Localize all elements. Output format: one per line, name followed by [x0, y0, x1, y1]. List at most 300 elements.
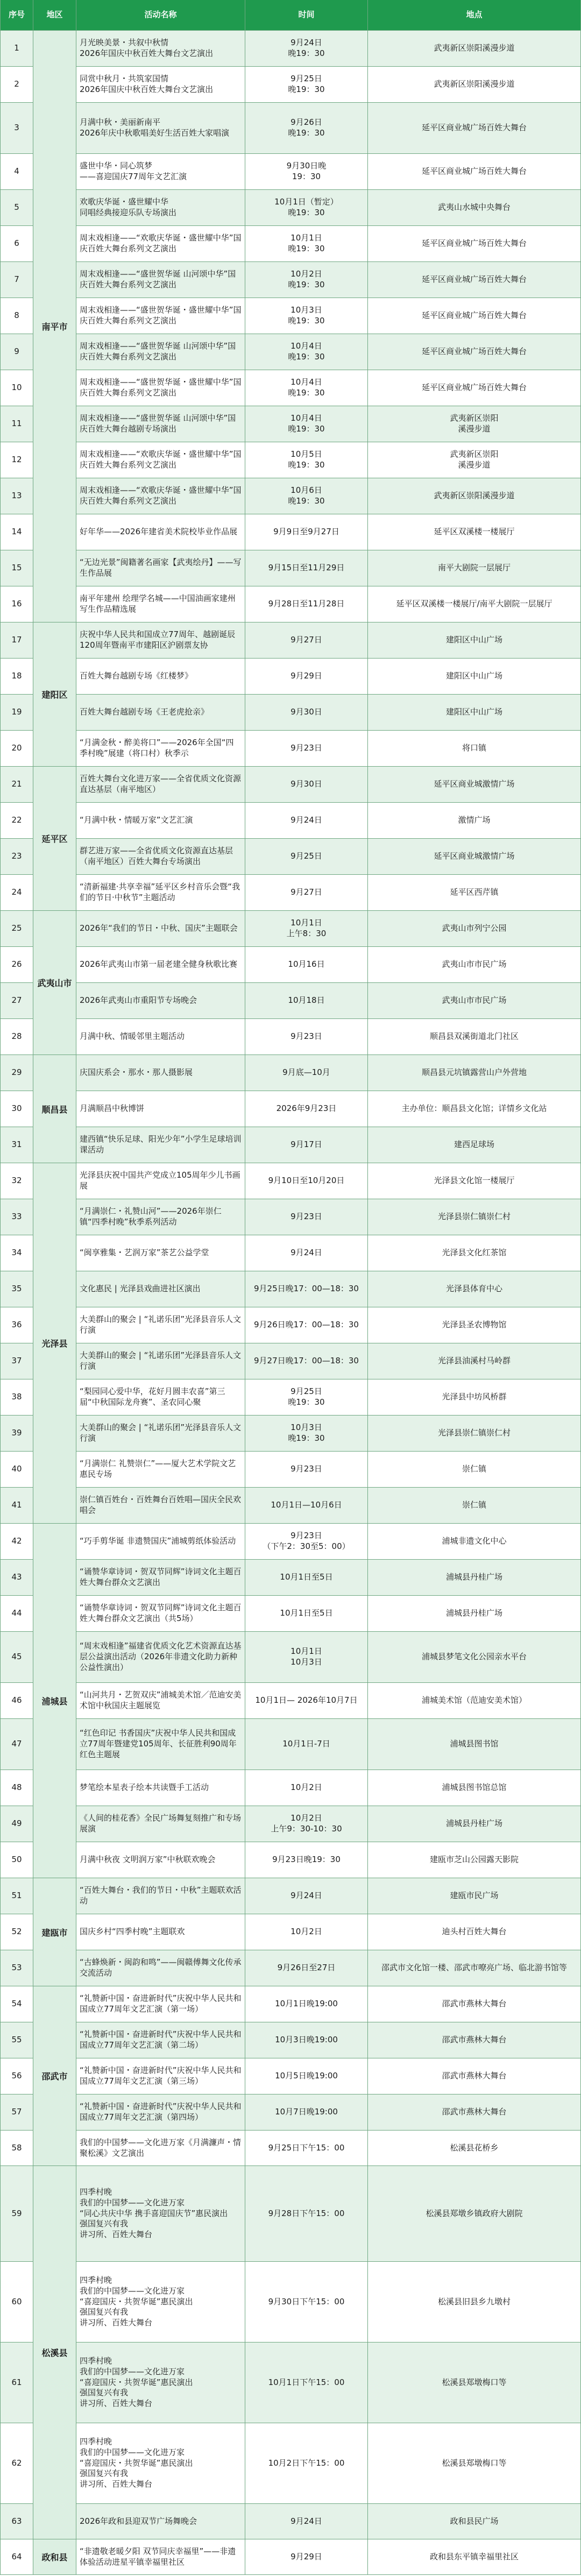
row-index: 40 — [0, 1452, 33, 1487]
row-location: 顺昌县元坑镇露营山户外营地 — [368, 1055, 581, 1091]
table-row — [0, 2343, 581, 2423]
row-location: 主办单位：顺昌县文化馆；详情乡文化站 — [368, 1091, 581, 1127]
row-location: 延平区商业城广场百姓大舞台 — [368, 262, 581, 298]
row-time: 2026年9月23日 — [245, 1091, 368, 1127]
row-location: 浦城非遗文化中心 — [368, 1524, 581, 1559]
table-row — [0, 1343, 581, 1379]
row-location: 崇仁镇 — [368, 1488, 581, 1523]
row-time: 10月3日晚19:00 — [245, 2022, 368, 2058]
row-activity-name: “梨园同心爱中华，花好月圆丰农喜”第三届“中秋国际龙舟赛”、圣农同心聚 — [76, 1379, 245, 1415]
row-time: 10月5日晚19:00 — [245, 2058, 368, 2094]
row-time: 10月3日 晚19：30 — [245, 1416, 368, 1451]
row-activity-name: 月满中秋、情暖邻里主题活动 — [76, 1019, 245, 1055]
row-activity-name: “山河共月・艺贺双庆”浦城美术馆／范迪安美术馆中秋国庆主题展览 — [76, 1683, 245, 1718]
row-activity-name: “礼赞新中国・奋进新时代”庆祝中华人民共和国成立77周年文艺汇演（第四场） — [76, 2094, 245, 2130]
row-index: 6 — [0, 226, 33, 261]
row-time: 10月1日晚19:00 — [245, 1986, 368, 2022]
district-cell: 松溪县 — [33, 2166, 76, 2539]
row-time: 10月1日至5日 — [245, 1596, 368, 1631]
row-activity-name: 月光映美景・共叙中秋情 2026年国庆中秋百姓大舞台文艺演出 — [76, 31, 245, 66]
row-time: 9月24日 — [245, 1878, 368, 1914]
row-time: 9月29日 — [245, 659, 368, 694]
district-cell: 光泽县 — [33, 1163, 76, 1524]
row-index: 54 — [0, 1986, 33, 2022]
row-index: 60 — [0, 2262, 33, 2342]
row-location: 崇仁镇 — [368, 1452, 581, 1487]
district-cell: 邵武市 — [33, 1986, 76, 2166]
table-row — [0, 1950, 581, 1986]
row-activity-name: 周末戏相逢——“欢歌庆华诞・盛世耀中华”国庆百姓大舞台系列文艺演出 — [76, 226, 245, 261]
row-index: 32 — [0, 1163, 33, 1199]
row-location: 延平区双溪楼一楼展厅/南平大剧院一层展厅 — [368, 586, 581, 622]
row-time: 9月25日 — [245, 839, 368, 874]
row-time: 10月4日 晚19：30 — [245, 406, 368, 442]
row-index: 49 — [0, 1806, 33, 1842]
district-cell: 顺昌县 — [33, 1055, 76, 1163]
row-activity-name: “月满中秋・情暖万家”文艺汇演 — [76, 803, 245, 838]
row-location: 延平区商业城广场百姓大舞台 — [368, 298, 581, 334]
row-time: 9月23日 — [245, 1019, 368, 1055]
row-location: 光泽县中坊风桥群 — [368, 1379, 581, 1415]
table-row — [0, 550, 581, 586]
row-location: 延平区商业城激情广场 — [368, 839, 581, 874]
row-index: 62 — [0, 2423, 33, 2503]
table-row — [0, 1914, 581, 1950]
row-index: 3 — [0, 103, 33, 153]
table-row — [0, 2423, 581, 2504]
district-cell: 南平市 — [33, 31, 76, 622]
row-activity-name: 大美群山的聚会 | “礼诺乐团”光泽县音乐人文行演 — [76, 1307, 245, 1343]
row-activity-name: 国庆乡村“四季村晚”主题联欢 — [76, 1914, 245, 1950]
row-time: 10月7日晚19:00 — [245, 2094, 368, 2130]
row-time: 10月2日 晚19：30 — [245, 262, 368, 298]
row-activity-name: 百姓大舞台越剧专场《红楼梦》 — [76, 659, 245, 694]
table-row — [0, 1416, 581, 1452]
table-row — [0, 1199, 581, 1235]
row-index: 28 — [0, 1019, 33, 1055]
row-location: 将口镇 — [368, 731, 581, 766]
row-time: 9月25日晚17：00—18：30 — [245, 1271, 368, 1307]
row-activity-name: 四季村晚 我们的中国梦——文化进万家 “喜迎国庆・共贺华诞”惠民演出 强国复兴有我 讲习所、百姓大舞台 — [76, 2423, 245, 2503]
row-activity-name: 《人间的桂花香》全民广场舞复刻推广和专场展演 — [76, 1806, 245, 1842]
table-row — [0, 31, 581, 67]
row-location: 光泽县文化红茶馆 — [368, 1235, 581, 1271]
row-index: 53 — [0, 1950, 33, 1986]
row-activity-name: “诵赞华章诗词・贺双节同辉”诗词文化主题百姓大舞台群众文艺演出（共5场） — [76, 1596, 245, 1631]
row-location: 武夷新区崇阳溪漫步道 — [368, 67, 581, 102]
row-index: 5 — [0, 190, 33, 225]
row-time: 9月23日晚19：30 — [245, 1842, 368, 1878]
table-row — [0, 1127, 581, 1163]
row-time: 9月25日 晚19：30 — [245, 67, 368, 102]
row-location: 激情广场 — [368, 803, 581, 838]
row-index: 42 — [0, 1524, 33, 1559]
row-index: 23 — [0, 839, 33, 874]
row-activity-name: “红色印记 书香国庆”庆祝中华人民共和国成立77周年暨建党105周年、长征胜利90周年红色主题展 — [76, 1719, 245, 1770]
row-activity-name: 2026年武夷山市第一届老建全健身秋歌比赛 — [76, 947, 245, 982]
table-row — [0, 1632, 581, 1683]
row-index: 8 — [0, 298, 33, 334]
table-row — [0, 190, 581, 226]
row-location: 延平区商业城广场百姓大舞台 — [368, 334, 581, 370]
row-time: 10月1日— 2026年10月7日 — [245, 1683, 368, 1718]
row-index: 17 — [0, 622, 33, 658]
row-time: 10月4日 晚19：30 — [245, 370, 368, 406]
row-index: 22 — [0, 803, 33, 838]
table-row — [0, 2166, 581, 2262]
row-index: 16 — [0, 586, 33, 622]
row-index: 43 — [0, 1560, 33, 1595]
row-index: 50 — [0, 1842, 33, 1878]
row-location: 松溪县郑墩乡镇政府大剧院 — [368, 2166, 581, 2261]
table-row — [0, 2131, 581, 2166]
row-activity-name: 盛世中华・同心筑梦 ——喜迎国庆77周年文艺汇演 — [76, 154, 245, 189]
district-cell: 浦城县 — [33, 1524, 76, 1878]
row-activity-name: “非遗敬老暖夕阳 双节同庆幸福里”——非遗体验活动进星平镇幸福里社区 — [76, 2539, 245, 2574]
row-activity-name: “礼赞新中国・奋进新时代”庆祝中华人民共和国成立77周年文艺汇演（第二场） — [76, 2022, 245, 2058]
row-activity-name: “月满金秋・醉美将口”——2026年全国“四季村晚”展建（将口村）秋季示 — [76, 731, 245, 766]
row-time: 9月28日至11月28日 — [245, 586, 368, 622]
row-activity-name: “礼赞新中国・奋进新时代”庆祝中华人民共和国成立77周年文艺汇演（第三场） — [76, 2058, 245, 2094]
table-row — [0, 1271, 581, 1307]
row-activity-name: 庆国庆系会・那水・那人摄影展 — [76, 1055, 245, 1091]
row-index: 24 — [0, 875, 33, 910]
row-index: 25 — [0, 911, 33, 946]
row-location: 建阳区中山广场 — [368, 659, 581, 694]
table-row — [0, 478, 581, 514]
row-time: 9月27日 — [245, 875, 368, 910]
row-index: 58 — [0, 2131, 33, 2165]
row-activity-name: 周末戏相逢——“欢歌庆华诞・盛世耀中华”国庆百姓大舞台系列文艺演出 — [76, 442, 245, 478]
row-location: 政和县民广场 — [368, 2504, 581, 2539]
row-activity-name: 四季村晚 我们的中国梦——文化进万家 “喜迎国庆・共贺华诞”惠民演出 强国复兴有我 讲习所、百姓大舞台 — [76, 2262, 245, 2342]
row-activity-name: 周末戏相逢——“盛世贺华诞 山河颂中华”国庆百姓大舞台系列文艺演出 — [76, 334, 245, 370]
table-row — [0, 1878, 581, 1914]
row-time: 10月1日-7日 — [245, 1719, 368, 1770]
row-activity-name: 崇仁镇百姓台・百姓舞台百姓唱—国庆全民欢唱会 — [76, 1488, 245, 1523]
row-activity-name: 欢歌庆华诞・盛世耀中华 同唱经典接迎乐队专场演出 — [76, 190, 245, 225]
row-time: 10月18日 — [245, 983, 368, 1018]
table-row — [0, 875, 581, 911]
row-time: 10月1日（暂定） 晚19：30 — [245, 190, 368, 225]
row-location: 延平区双溪楼一楼展厅 — [368, 514, 581, 550]
table-row — [0, 1091, 581, 1127]
table-row — [0, 2058, 581, 2094]
table-row — [0, 2539, 581, 2575]
row-location: 浦城县梦笔文化公园亲水平台 — [368, 1632, 581, 1682]
row-index: 38 — [0, 1379, 33, 1415]
table-row — [0, 2504, 581, 2539]
row-index: 4 — [0, 154, 33, 189]
table-row — [0, 839, 581, 875]
row-location: 武夷山市列宁公园 — [368, 911, 581, 946]
row-index: 35 — [0, 1271, 33, 1307]
row-location: 邵武市燕林大舞台 — [368, 2058, 581, 2094]
row-time: 10月1日 10月3日 — [245, 1632, 368, 1682]
row-activity-name: 周末戏相逢——“盛世贺华诞 山河颂中华”国庆百姓大舞台越剧专场演出 — [76, 406, 245, 442]
row-location: 松溪县郑墩梅口等 — [368, 2423, 581, 2503]
row-activity-name: 群艺进万家——全省优质文化资源直达基层（南平地区）百姓大舞台专场演出 — [76, 839, 245, 874]
row-activity-name: 大美群山的聚会 | “礼诺乐团”光泽县音乐人文行演 — [76, 1343, 245, 1379]
row-index: 21 — [0, 767, 33, 802]
row-time: 9月24日 — [245, 2504, 368, 2539]
row-location: 延平区商业城广场百姓大舞台 — [368, 103, 581, 153]
row-index: 29 — [0, 1055, 33, 1091]
row-time: 9月30日 — [245, 695, 368, 730]
row-time: 9月25日 晚19：30 — [245, 1379, 368, 1415]
row-location: 政和县东平镇幸福里社区 — [368, 2539, 581, 2574]
table-row — [0, 406, 581, 442]
row-location: 延平区西芹镇 — [368, 875, 581, 910]
row-activity-name: 文化惠民 | 光泽县戏曲进社区演出 — [76, 1271, 245, 1307]
row-index: 36 — [0, 1307, 33, 1343]
row-location: 光泽县崇仁镇崇仁村 — [368, 1199, 581, 1235]
row-location: 松溪县旧县乡九墩村 — [368, 2262, 581, 2342]
row-time: 10月2日 上午9：30-10：30 — [245, 1806, 368, 1842]
row-activity-name: “巧手剪华诞 非遗赞国庆”浦城剪纸体验活动 — [76, 1524, 245, 1559]
row-index: 11 — [0, 406, 33, 442]
row-time: 10月1日 上午8：30 — [245, 911, 368, 946]
table-row — [0, 1596, 581, 1632]
table-row — [0, 442, 581, 478]
row-time: 10月3日 晚19：30 — [245, 298, 368, 334]
row-activity-name: 梦笔绘本星表子绘本共读暨手工活动 — [76, 1770, 245, 1806]
header-location: 地点 — [368, 0, 581, 30]
table-row — [0, 298, 581, 334]
row-location: 邵武市燕林大舞台 — [368, 2094, 581, 2130]
table-row — [0, 67, 581, 103]
row-location: 武夷山市市民广场 — [368, 947, 581, 982]
district-cell: 延平区 — [33, 767, 76, 911]
row-activity-name: 2026年“我们的节日・中秋、国庆”主题联会 — [76, 911, 245, 946]
table-row — [0, 1770, 581, 1806]
row-location: 光泽县文化馆一楼展厅 — [368, 1163, 581, 1199]
row-index: 10 — [0, 370, 33, 406]
row-location: 武夷新区崇阳 溪漫步道 — [368, 406, 581, 442]
row-index: 12 — [0, 442, 33, 478]
table-row — [0, 1524, 581, 1560]
row-index: 63 — [0, 2504, 33, 2539]
table-row — [0, 731, 581, 767]
row-activity-name: “百姓大舞台・我们的节日・中秋”主题联欢活动 — [76, 1878, 245, 1914]
row-time: 9月23日 — [245, 1452, 368, 1487]
row-index: 7 — [0, 262, 33, 298]
table-header — [0, 0, 581, 31]
row-index: 37 — [0, 1343, 33, 1379]
row-location: 浦城县丹桂广场 — [368, 1560, 581, 1595]
table-row — [0, 622, 581, 659]
table-row — [0, 2094, 581, 2131]
row-activity-name: 2026年武夷山市重阳节专场晚会 — [76, 983, 245, 1018]
row-activity-name: 周末戏相逢——“盛世贺华诞・盛世耀中华”国庆百姓大舞台系列文艺演出 — [76, 298, 245, 334]
table-row — [0, 226, 581, 262]
row-time: 9月30日 — [245, 767, 368, 802]
table-row — [0, 911, 581, 947]
row-location: 光泽县油溪村马岭群 — [368, 1343, 581, 1379]
row-time: 9月24日 — [245, 1235, 368, 1271]
table-row — [0, 103, 581, 154]
row-activity-name: 四季村晚 我们的中国梦——文化进万家 “喜迎国庆・共贺华诞”惠民演出 强国复兴有我 讲习所、百姓大舞台 — [76, 2343, 245, 2423]
table-row — [0, 586, 581, 622]
row-location: 武夷新区崇阳 溪漫步道 — [368, 442, 581, 478]
row-location: 延平区商业城激情广场 — [368, 767, 581, 802]
table-row — [0, 1019, 581, 1055]
row-location: 南平大剧院一层展厅 — [368, 550, 581, 586]
row-index: 51 — [0, 1878, 33, 1914]
row-activity-name: 周末戏相逢——“盛世贺华诞・盛世耀中华”国庆百姓大舞台系列文艺演出 — [76, 370, 245, 406]
row-activity-name: 我们的中国梦——文化进万家《月满濂声・情聚松溪》文艺演出 — [76, 2131, 245, 2165]
table-row — [0, 659, 581, 695]
table-row — [0, 2262, 581, 2343]
row-index: 57 — [0, 2094, 33, 2130]
row-index: 31 — [0, 1127, 33, 1163]
row-time: 9月27日晚17：00—18：30 — [245, 1343, 368, 1379]
row-time: 10月16日 — [245, 947, 368, 982]
table-row — [0, 1452, 581, 1488]
row-time: 10月5日 晚19：30 — [245, 442, 368, 478]
row-index: 48 — [0, 1770, 33, 1806]
row-index: 56 — [0, 2058, 33, 2094]
row-index: 20 — [0, 731, 33, 766]
row-index: 39 — [0, 1416, 33, 1451]
row-index: 15 — [0, 550, 33, 586]
row-location: 延平区商业城广场百姓大舞台 — [368, 154, 581, 189]
row-location: 建阳区中山广场 — [368, 622, 581, 658]
table-row — [0, 1163, 581, 1199]
row-location: 顺昌县双溪街道北门社区 — [368, 1019, 581, 1055]
row-activity-name: 大美群山的聚会 | “礼诺乐团”光泽县音乐人文行演 — [76, 1416, 245, 1451]
table-row — [0, 1055, 581, 1091]
row-location: 建瓯市芝山公园露天影院 — [368, 1842, 581, 1878]
row-location: 武夷新区崇阳溪漫步道 — [368, 478, 581, 514]
row-activity-name: 周末戏相逢——“盛世贺华诞 山河颂中华”国庆百姓大舞台系列文艺演出 — [76, 262, 245, 298]
table-row — [0, 514, 581, 550]
row-activity-name: 百姓大舞台越剧专场《王老虎抢亲》 — [76, 695, 245, 730]
row-location: 延平区商业城广场百姓大舞台 — [368, 226, 581, 261]
table-row — [0, 1379, 581, 1416]
row-location: 邵武市燕林大舞台 — [368, 2022, 581, 2058]
header-name: 活动名称 — [76, 0, 245, 30]
table-row — [0, 1806, 581, 1842]
table-row — [0, 695, 581, 731]
row-index: 14 — [0, 514, 33, 550]
row-index: 2 — [0, 67, 33, 102]
row-location: 邵武市文化馆一楼、邵武市嘹亮广场、临北游书馆等 — [368, 1950, 581, 1986]
row-index: 46 — [0, 1683, 33, 1718]
row-location: 松溪县花桥乡 — [368, 2131, 581, 2165]
row-time: 9月17日 — [245, 1127, 368, 1163]
row-time: 9月23日 — [245, 1199, 368, 1235]
table-row — [0, 1986, 581, 2022]
row-time: 9月25日下午15：00 — [245, 2131, 368, 2165]
row-activity-name: 月满中秋・美丽新南平 2026年庆中秋歌唱美好生活百姓大家唱演 — [76, 103, 245, 153]
header-idx: 序号 — [0, 0, 33, 30]
row-time: 10月1日 晚19：30 — [245, 226, 368, 261]
row-location: 武夷新区崇阳溪漫步道 — [368, 31, 581, 66]
row-location: 邵武市燕林大舞台 — [368, 1986, 581, 2022]
row-activity-name: 周末戏相逢——“欢歌庆华诞・盛世耀中华”国庆百姓大舞台系列文艺演出 — [76, 478, 245, 514]
row-time: 9月底—10月 — [245, 1055, 368, 1091]
table-row — [0, 1488, 581, 1524]
row-activity-name: “月满崇仁 礼赞崇仁”——厦大艺术学院文艺惠民专场 — [76, 1452, 245, 1487]
row-time: 9月23日 （下午2：30至5：00） — [245, 1524, 368, 1559]
district-cell: 建阳区 — [33, 622, 76, 767]
row-index: 45 — [0, 1632, 33, 1682]
district-cell: 武夷山市 — [33, 911, 76, 1055]
row-activity-name: “无边光景”闽籍著名画家【武夷绘丹】——写生作品展 — [76, 550, 245, 586]
row-index: 64 — [0, 2539, 33, 2574]
table-row — [0, 803, 581, 839]
row-location: 建阳区中山广场 — [368, 695, 581, 730]
row-location: 浦城县丹桂广场 — [368, 1596, 581, 1631]
row-index: 47 — [0, 1719, 33, 1770]
row-time: 10月2日下午15：00 — [245, 2423, 368, 2503]
table-row — [0, 1842, 581, 1878]
row-location: 光泽县崇仁镇崇仁村 — [368, 1416, 581, 1451]
row-location: 延平区商业城广场百姓大舞台 — [368, 370, 581, 406]
row-index: 41 — [0, 1488, 33, 1523]
row-index: 26 — [0, 947, 33, 982]
row-time: 9月26日晚17：00—18：30 — [245, 1307, 368, 1343]
row-time: 10月6日 晚19：30 — [245, 478, 368, 514]
row-activity-name: 月满中秋夜 文明润万家”中秋联欢晚会 — [76, 1842, 245, 1878]
row-time: 9月28日下午15：00 — [245, 2166, 368, 2261]
row-time: 10月1日至5日 — [245, 1560, 368, 1595]
row-time: 9月29日 — [245, 2539, 368, 2574]
row-time: 9月26日至27日 — [245, 1950, 368, 1986]
row-activity-name: “月满崇仁・礼赞山河”——2026年崇仁镇“四季村晚”秋季系列活动 — [76, 1199, 245, 1235]
table-row — [0, 983, 581, 1019]
row-location: 建瓯市民广场 — [368, 1878, 581, 1914]
row-location: 浦城县丹桂广场 — [368, 1806, 581, 1842]
row-index: 18 — [0, 659, 33, 694]
row-index: 1 — [0, 31, 33, 66]
row-activity-name: “礼赞新中国・奋进新时代”庆祝中华人民共和国成立77周年文艺汇演（第一场） — [76, 1986, 245, 2022]
row-location: 浦城县图书馆 — [368, 1719, 581, 1770]
row-location: 光泽县体育中心 — [368, 1271, 581, 1307]
row-index: 52 — [0, 1914, 33, 1950]
row-index: 13 — [0, 478, 33, 514]
row-activity-name: 南平年建州 绘理学名城——中国油画家建州写生作品精选展 — [76, 586, 245, 622]
district-cell: 建瓯市 — [33, 1878, 76, 1986]
row-activity-name: 好年华——2026年建省美术院校毕业作品展 — [76, 514, 245, 550]
row-activity-name: 建西镇“快乐足球、阳光少年”小学生足球培训课活动 — [76, 1127, 245, 1163]
row-time: 10月1日—10月6日 — [245, 1488, 368, 1523]
row-time: 10月2日 — [245, 1914, 368, 1950]
row-location: 松溪县郑墩梅口等 — [368, 2343, 581, 2423]
row-index: 9 — [0, 334, 33, 370]
row-location: 迪头村百姓大舞台 — [368, 1914, 581, 1950]
row-index: 34 — [0, 1235, 33, 1271]
row-time: 9月27日 — [245, 622, 368, 658]
row-activity-name: “清新福建·共享幸福”延平区乡村音乐会暨“我们的节日·中秋节”主题活动 — [76, 875, 245, 910]
row-activity-name: “诵赞华章诗词・贺双节同辉”诗词文化主题百姓大舞台群众文艺演出 — [76, 1560, 245, 1595]
row-location: 武夷山水城中央舞台 — [368, 190, 581, 225]
row-index: 55 — [0, 2022, 33, 2058]
row-index: 44 — [0, 1596, 33, 1631]
row-time: 9月26日 晚19：30 — [245, 103, 368, 153]
row-time: 10月4日 晚19：30 — [245, 334, 368, 370]
row-index: 19 — [0, 695, 33, 730]
row-time: 9月9日至9月27日 — [245, 514, 368, 550]
table-row — [0, 1235, 581, 1271]
row-location: 浦城美术馆（范迪安美术馆） — [368, 1683, 581, 1718]
table-row — [0, 947, 581, 983]
table-row — [0, 334, 581, 370]
row-location: 浦城县图书馆总馆 — [368, 1770, 581, 1806]
table-row — [0, 370, 581, 406]
row-time: 9月23日 — [245, 731, 368, 766]
